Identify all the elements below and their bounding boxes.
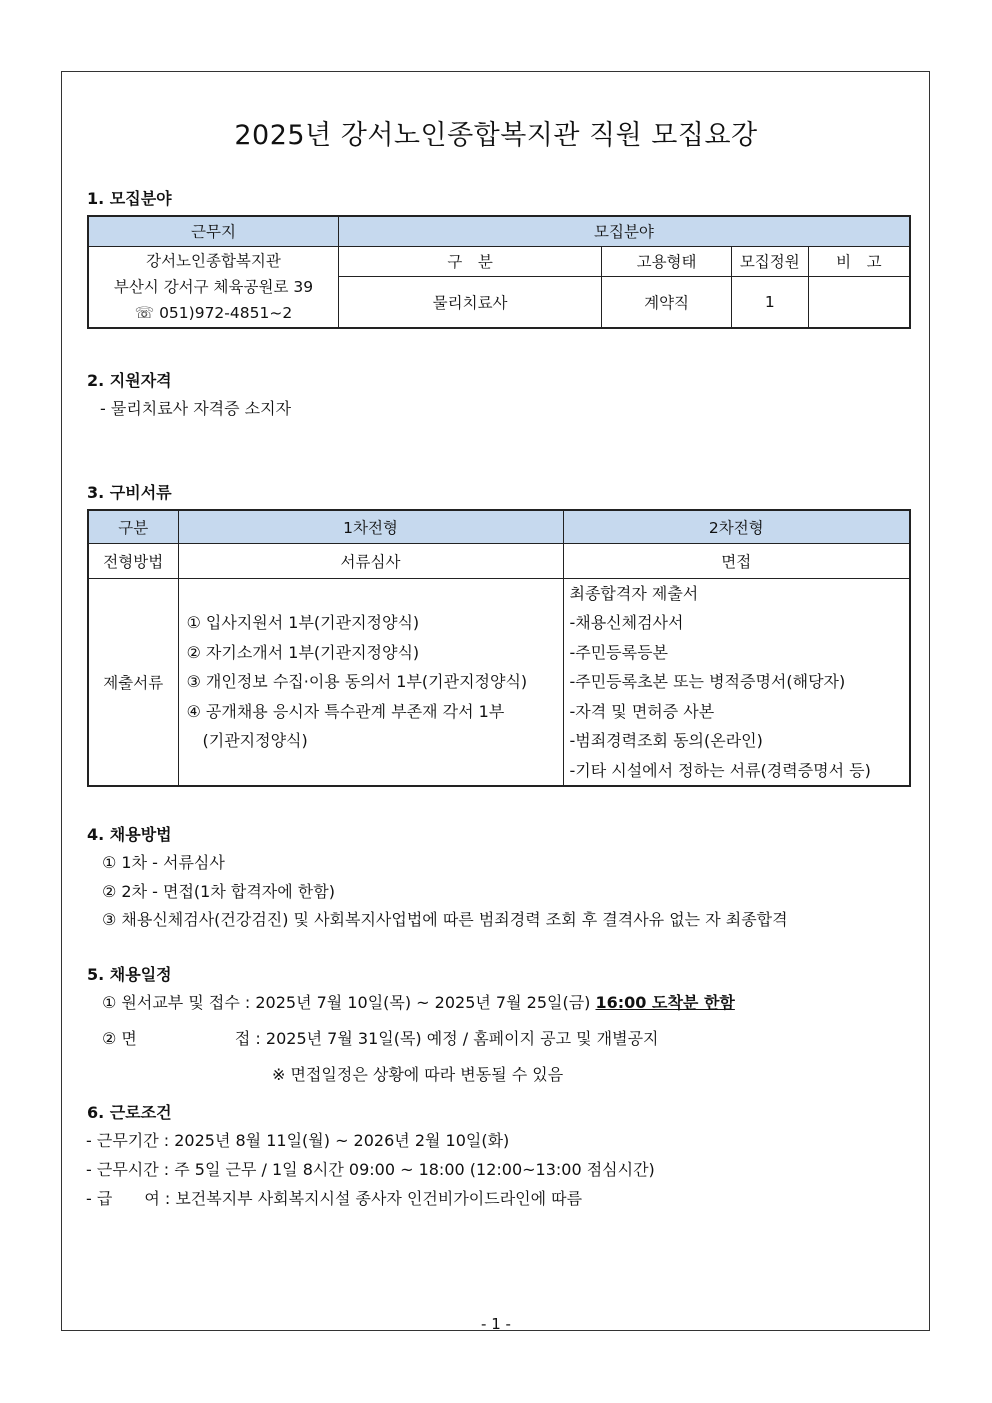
documents-table bbox=[87, 509, 911, 787]
interview-label: ② 면 bbox=[102, 1029, 137, 1048]
doc-item: ① 입사지원서 1부(기관지정양식) bbox=[186, 613, 420, 632]
doc-item: -주민등록등본 bbox=[569, 642, 669, 662]
cell-headcount: 1 bbox=[731, 276, 808, 328]
doc-item: ④ 공개채용 응시자 특수관계 부존재 각서 1부 bbox=[186, 701, 505, 721]
workplace-cell bbox=[88, 246, 338, 328]
doc-item: -범죄경력조회 동의(온라인) bbox=[569, 731, 763, 750]
col-category: 구분 bbox=[88, 510, 178, 543]
method-item: ① 1차 - 서류심사 bbox=[102, 853, 225, 872]
schedule-item-interview bbox=[102, 1026, 658, 1049]
condition-item: - 급 여 : 보건복지부 사회복지시설 종사자 인건비가이드라인에 따름 bbox=[86, 1189, 583, 1208]
schedule-item-application bbox=[102, 990, 735, 1013]
col-first-round: 1차전형 bbox=[178, 510, 563, 543]
col-field: 모집분야 bbox=[338, 216, 910, 246]
page-title: 2025년 강서노인종합복지관 직원 모집요강 bbox=[234, 120, 758, 151]
documents-second bbox=[563, 578, 910, 786]
method-second: 면접 bbox=[563, 543, 910, 578]
sub-header-remarks: 비 고 bbox=[808, 246, 910, 276]
doc-item: (기관지정양식) bbox=[186, 731, 308, 750]
doc-item: ③ 개인정보 수집·이용 동의서 1부(기관지정양식) bbox=[186, 672, 528, 691]
recruitment-field-table bbox=[87, 215, 911, 329]
interview-text: 접 : 2025년 7월 31일(목) 예정 / 홈페이지 공고 및 개별공지 bbox=[234, 1029, 659, 1048]
doc-item: -주민등록초본 또는 병적증명서(해당자) bbox=[569, 672, 846, 691]
row-label-documents: 제출서류 bbox=[88, 578, 178, 786]
workplace-phone: ☏ 051)972-4851~2 bbox=[134, 303, 293, 322]
doc-item: ② 자기소개서 1부(기관지정양식) bbox=[186, 642, 420, 662]
cell-employment-type: 계약직 bbox=[602, 276, 732, 328]
method-item: ③ 채용신체검사(건강검진) 및 사회복지사업법에 따른 범죄경력 조회 후 결격사유 없는 자 최종합격 bbox=[102, 910, 788, 929]
col-second-round: 2차전형 bbox=[563, 510, 910, 543]
schedule-application-text: ① 원서교부 및 접수 : 2025년 7월 10일(목) ~ 2025년 7월 25일(금) bbox=[102, 993, 596, 1012]
cell-position: 물리치료사 bbox=[338, 276, 601, 328]
cell-remarks bbox=[808, 276, 910, 328]
sub-header-headcount: 모집정원 bbox=[731, 246, 808, 276]
doc-item: 최종합격자 제출서 bbox=[569, 583, 699, 603]
sub-header-employment-type: 고용형태 bbox=[602, 246, 732, 276]
method-item: ② 2차 - 면접(1차 합격자에 한함) bbox=[102, 882, 335, 901]
section-1-heading: 1. 모집분야 bbox=[87, 189, 172, 208]
section-4-heading: 4. 채용방법 bbox=[87, 825, 172, 844]
workplace-name: 강서노인종합복지관 bbox=[146, 251, 281, 270]
section-6-heading: 6. 근로조건 bbox=[87, 1103, 172, 1122]
documents-first bbox=[178, 578, 563, 786]
workplace-address: 부산시 강서구 체육공원로 39 bbox=[113, 277, 314, 296]
deadline-emphasis: 16:00 도착분 한함 bbox=[595, 993, 735, 1012]
sub-header-division: 구 분 bbox=[338, 246, 601, 276]
condition-item: - 근무기간 : 2025년 8월 11일(월) ~ 2026년 2월 10일(화) bbox=[86, 1131, 510, 1150]
doc-item: -자격 및 면허증 사본 bbox=[569, 701, 715, 721]
condition-item: - 근무시간 : 주 5일 근무 / 1일 8시간 09:00 ~ 18:00 (12:00~13:00 점심시간) bbox=[86, 1160, 655, 1179]
method-first: 서류심사 bbox=[178, 543, 563, 578]
qualification-item: - 물리치료사 자격증 소지자 bbox=[100, 399, 292, 418]
section-3-heading: 3. 구비서류 bbox=[87, 483, 172, 502]
schedule-note: ※ 면접일정은 상황에 따라 변동될 수 있음 bbox=[272, 1065, 564, 1084]
col-workplace: 근무지 bbox=[88, 216, 338, 246]
page-number: - 1 - bbox=[481, 1315, 511, 1333]
section-5-heading: 5. 채용일정 bbox=[87, 965, 172, 984]
doc-item: -채용신체검사서 bbox=[569, 613, 684, 632]
doc-item: -기타 시설에서 정하는 서류(경력증명서 등) bbox=[569, 760, 871, 780]
row-label-method: 전형방법 bbox=[88, 543, 178, 578]
section-2-heading: 2. 지원자격 bbox=[87, 371, 172, 390]
